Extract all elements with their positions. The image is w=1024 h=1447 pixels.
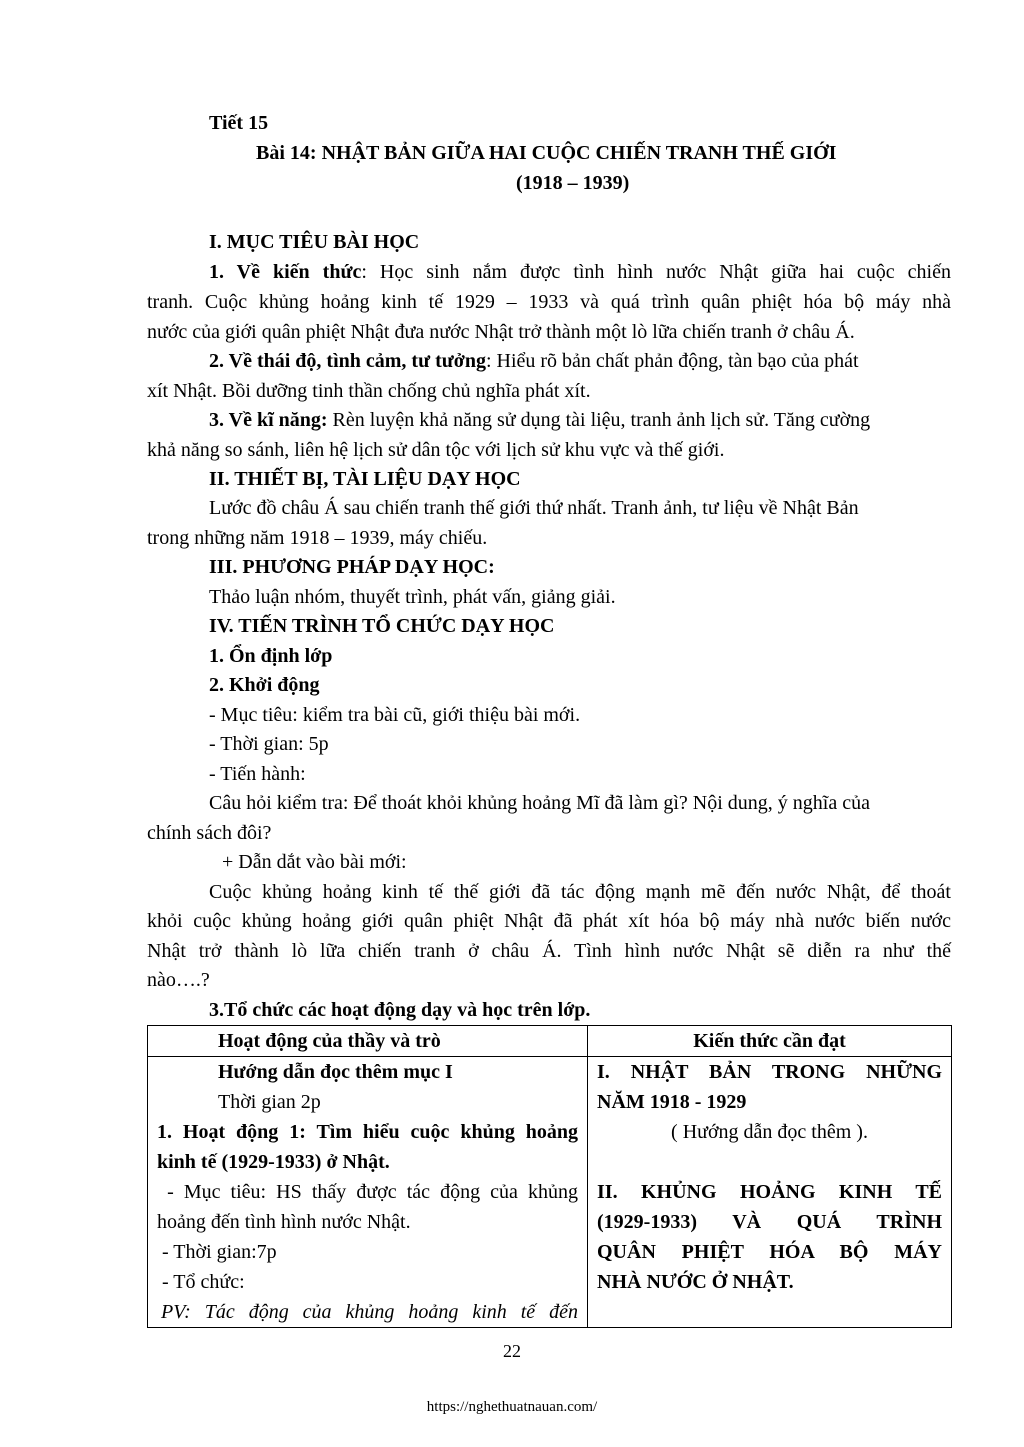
intro-line-3: Nhật trở thành lò lữa chiến tranh ở châu Á. Tình hình nước Nhật sẽ diễn ra như thế <box>147 940 951 962</box>
header-teacher-student-activity: Hoạt động của thầy và trò <box>148 1026 588 1057</box>
objective-skills-label: 3. Về kĩ năng: <box>209 409 328 431</box>
knowledge-section-2-line-2: (1929-1933) VÀ QUÁ TRÌNH <box>597 1211 942 1233</box>
activity-1-question: PV: Tác động của khủng hoảng kinh tế đến <box>161 1301 578 1323</box>
knowledge-cell <box>588 1057 952 1328</box>
knowledge-section-2-line-4: NHÀ NƯỚC Ở NHẬT. <box>597 1271 794 1293</box>
knowledge-section-2-line-3: QUÂN PHIỆT HÓA BỘ MÁY <box>597 1241 942 1263</box>
header-knowledge-required: Kiến thức cần đạt <box>588 1026 952 1057</box>
activity-1-time: - Thời gian:7p <box>157 1241 277 1263</box>
knowledge-section-1-line-1: I. NHẬT BẢN TRONG NHỮNG <box>597 1061 942 1083</box>
step-3-title: 3.Tổ chức các hoạt động dạy và học trên lớp. <box>209 999 591 1021</box>
blank-line <box>597 1147 942 1177</box>
section-3-title: III. PHƯƠNG PHÁP DẠY HỌC: <box>209 556 495 578</box>
check-question-line-1: Câu hỏi kiểm tra: Để thoát khỏi khủng hoảng Mĩ đã làm gì? Nội dung, ý nghĩa của <box>209 792 870 814</box>
guide-time: Thời gian 2p <box>218 1091 321 1113</box>
knowledge-section-1-line-2: NĂM 1918 - 1929 <box>597 1091 747 1113</box>
objective-attitude-label: 2. Về thái độ, tình cảm, tư tưởng <box>209 350 486 372</box>
intro-line-2: khỏi cuộc khủng hoảng giới quân phiệt Nhật đã phát xít hóa bộ máy nhà nước biến nước <box>147 910 951 932</box>
lesson-number: Tiết 15 <box>209 112 269 134</box>
activity-1-goal-line-2: hoảng đến tình hình nước Nhật. <box>157 1211 411 1233</box>
objective-skills-line-1 <box>209 405 870 435</box>
section-2-line-2: trong những năm 1918 – 1939, máy chiếu. <box>147 527 488 549</box>
objective-skills-text: Rèn luyện khả năng sử dụng tài liệu, tranh ảnh lịch sử. Tăng cường <box>327 409 871 431</box>
section-1-title: I. MỤC TIÊU BÀI HỌC <box>209 231 420 253</box>
objective-attitude-line-1 <box>209 346 859 376</box>
table-header-row <box>148 1026 952 1057</box>
footer-url[interactable]: https://nghethuatnauan.com/ <box>426 1399 598 1415</box>
objective-attitude-line-2: xít Nhật. Bồi dưỡng tinh thần chống chủ nghĩa phát xít. <box>147 380 591 402</box>
objective-attitude-text: : Hiểu rõ bản chất phản động, tàn bạo của phát <box>485 350 859 372</box>
activity-cell <box>148 1057 588 1328</box>
step-2-title: 2. Khởi động <box>209 674 320 696</box>
lesson-title-text: : NHẬT BẢN GIỮA HAI CUỘC CHIẾN TRANH THẾ GIỚI <box>309 142 837 164</box>
lesson-years: (1918 – 1939) <box>516 172 630 194</box>
objective-knowledge-text: : Học sinh nắm được tình hình nước Nhật giữa hai cuộc chiến <box>361 261 951 283</box>
intro-line-1: Cuộc khủng hoảng kinh tế thế giới đã tác động mạnh mẽ đến nước Nhật, để thoát <box>209 881 951 903</box>
objective-knowledge-label: 1. Về kiến thức <box>209 261 362 283</box>
section-3-line-1: Thảo luận nhóm, thuyết trình, phát vấn, giảng giải. <box>209 586 616 608</box>
step-2-time: - Thời gian: 5p <box>209 733 329 755</box>
section-2-line-1: Lước đồ châu Á sau chiến tranh thế giới thứ nhất. Tranh ảnh, tư liệu về Nhật Bản <box>209 497 859 519</box>
knowledge-section-1-note: ( Hướng dẫn đọc thêm ). <box>671 1121 868 1143</box>
activity-1-organize: - Tổ chức: <box>157 1271 245 1293</box>
objective-knowledge-line-1 <box>209 257 951 287</box>
intro-line-4: nào….? <box>147 969 210 991</box>
check-question-line-2: chính sách đôi? <box>147 822 272 844</box>
guide-read-more: Hướng dẫn đọc thêm mục I <box>218 1061 453 1083</box>
lesson-title-prefix: Bài 14 <box>256 142 310 164</box>
step-1-title: 1. Ổn định lớp <box>209 645 333 667</box>
activity-1-title-line-1: 1. Hoạt động 1: Tìm hiểu cuộc khủng hoảng <box>157 1121 578 1143</box>
lesson-title <box>256 138 836 168</box>
objective-skills-line-2: khả năng so sánh, liên hệ lịch sử dân tộc với lịch sử khu vực và thế giới. <box>147 439 725 461</box>
section-2-title: II. THIẾT BỊ, TÀI LIỆU DẠY HỌC <box>209 468 521 490</box>
step-2-process: - Tiến hành: <box>209 763 306 785</box>
page-number: 22 <box>503 1341 521 1361</box>
section-4-title: IV. TIẾN TRÌNH TỔ CHỨC DẠY HỌC <box>209 615 555 637</box>
knowledge-section-2-line-1: II. KHỦNG HOẢNG KINH TẾ <box>597 1181 942 1203</box>
activity-1-goal-line-1: - Mục tiêu: HS thấy được tác động của khủng <box>157 1181 578 1203</box>
activity-table <box>147 1025 952 1328</box>
activity-1-title-line-2: kinh tế (1929-1933) ở Nhật. <box>157 1151 390 1173</box>
objective-knowledge-line-2: tranh. Cuộc khủng hoảng kinh tế 1929 – 1933 và quá trình quân phiệt hóa bộ máy nhà <box>147 291 951 313</box>
table-row <box>148 1057 952 1328</box>
step-2-goal: - Mục tiêu: kiểm tra bài cũ, giới thiệu bài mới. <box>209 704 581 726</box>
objective-knowledge-line-3: nước của giới quân phiệt Nhật đưa nước Nhật trở thành một lò lữa chiến tranh ở châu Á. <box>147 321 855 343</box>
lead-in-label: + Dẫn dắt vào bài mới: <box>222 851 407 873</box>
